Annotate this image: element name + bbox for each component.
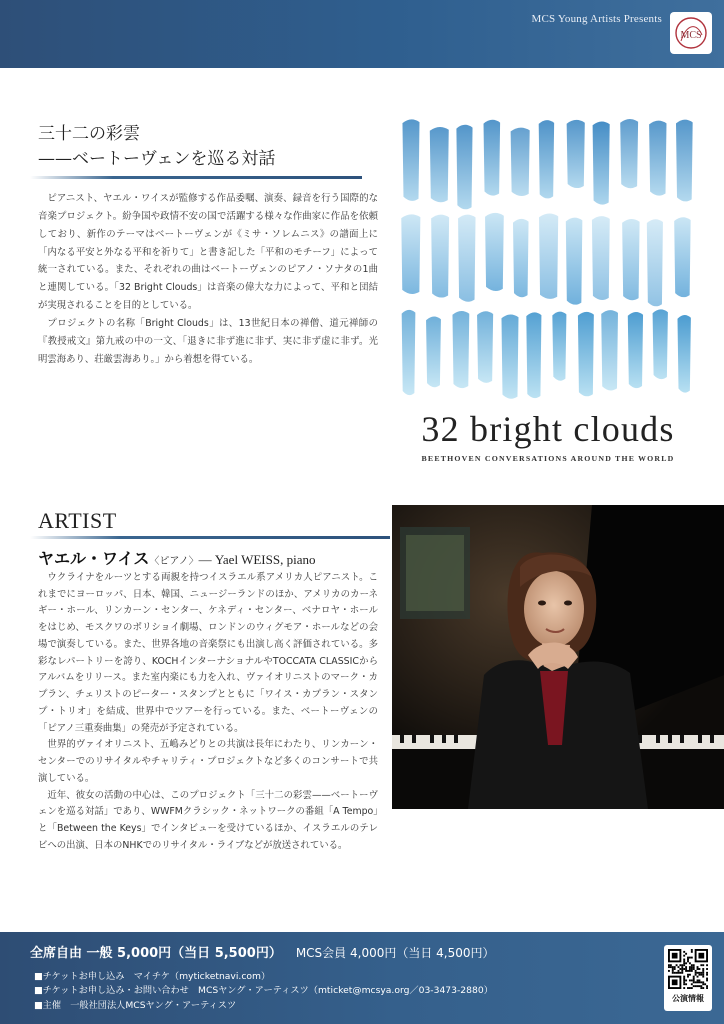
brush-stroke	[622, 219, 639, 300]
mcs-logo	[670, 12, 712, 54]
brush-stroke	[513, 219, 529, 297]
ticket-price	[30, 942, 495, 961]
brush-stroke	[501, 314, 518, 398]
price-member: MCS会員 4,000円（当日 4,500円）	[295, 946, 495, 960]
qr-code[interactable]	[664, 945, 712, 1011]
brush-stroke	[593, 122, 610, 205]
brush-stroke	[456, 125, 472, 209]
brush-stroke	[526, 312, 541, 398]
brush-stroke	[401, 214, 420, 294]
project-title	[38, 122, 368, 171]
brush-stroke	[431, 215, 449, 298]
ticket-info-line: ■チケットお申し込み マイチケ（myticketnavi.com）	[34, 971, 271, 982]
brush-stroke	[649, 121, 666, 196]
ticket-info	[34, 970, 493, 1013]
brush-stroke	[402, 119, 419, 200]
intro-paragraph: ピアニスト、ヤエル・ワイスが監修する作品委嘱、演奏、録音を行う国際的な音楽プロジェクト。紛争国や政情不安の国で活躍する様々な作曲家に作品を依頼しており、新作のテーマはベートーヴェンが《ミサ・ソレムニス》の譜面上に「内なる平安と外なる平和を祈りて」と書き記した「平和のモチーフ」によって統一されている。また、それぞれの曲はベートーヴェンのピアノ・ソナタの1曲と連関している。「32 Bright Clouds」は音楽の偉大な力によって、平和と団結が実現されることを目的としている。	[38, 193, 378, 312]
title-divider	[30, 176, 362, 179]
brush-stroke	[653, 309, 668, 379]
project-logo-subtitle: BEETHOVEN CONVERSATIONS AROUND THE WORLD	[421, 454, 675, 463]
brush-stroke	[674, 217, 690, 297]
header-band	[0, 0, 724, 68]
brush-stroke	[567, 120, 585, 188]
bio-paragraph: 近年、彼女の活動の中心は、このプロジェクト「三十二の彩雲——ベートーヴェンを巡る対話」であり、WWFMクラシック・ネットワークの番組「A Tempo」と「Between the Keys」でインタビューを受けているほか、イスラエルのテレビへの出演、日本のNHKでのリサイタル・ライブなどが放送されている。	[38, 789, 378, 851]
artist-photo	[392, 505, 724, 809]
qr-code-icon	[668, 949, 708, 989]
brush-stroke	[647, 219, 663, 306]
brush-stroke	[430, 127, 449, 202]
brush-stroke	[677, 315, 690, 393]
brush-stroke	[458, 215, 475, 302]
brush-stroke	[566, 218, 583, 305]
brush-stroke	[539, 213, 558, 298]
watercolor-clouds-artwork	[398, 112, 698, 402]
brush-stroke	[477, 311, 493, 383]
bio-paragraph: ウクライナをルーツとする両親を持つイスラエル系アメリカ人ピアニスト。これまでにヨーロッパ、日本、韓国、ニュージーランドのほか、アメリカのカーネギー・ホール、リンカーン・センター、ケネディ・センター、ベナロヤ・ホールをはじめ、モスクワのボリショイ劇場、ロンドンのウィグモア・ホールなどの会場で演奏している。また、世界各地の音楽祭にも出演し高く評価されている。多彩なレパートリーを誇り、KOCHインターナショナルやTOCCATA CLASSICからアルバムをリリース。また室内楽にも力を入れ、ヴァイオリニストのマーク・カプラン、チェリストのピーター・スタンプとともに「ワイス・カプラン・スタンプ・トリオ」を結成、世界中でツアーを行っている。また、ベートーヴェンの「ピアノ三重奏曲集」の発売が予定されている。	[38, 572, 378, 734]
brush-stroke	[452, 311, 469, 388]
artist-name	[38, 546, 388, 569]
intro-paragraph: プロジェクトの名称「Bright Clouds」は、13世紀日本の禅僧、道元禅師の『教授戒文』第九戒の中の一文、「退きに非ず進に非ず、実に非ず虚に非ず。光明雲海あり、荘厳雲海あり。」から着想を得ている。	[38, 318, 378, 365]
brush-stroke	[552, 312, 566, 381]
brush-stroke	[402, 310, 416, 395]
artist-divider	[30, 536, 390, 539]
mcs-logo-icon	[673, 15, 709, 51]
title-line-2: ——ベートーヴェンを巡る対話	[38, 148, 276, 169]
project-logo-title: 32 bright clouds	[421, 409, 675, 449]
ticket-info-line: ■チケットお申し込み・お問い合わせ MCSヤング・アーティスツ（mticket@mcsya.org／03-3473-2880）	[34, 985, 493, 997]
brush-stroke	[511, 128, 530, 196]
bio-paragraph: 世界的ヴァイオリニスト、五嶋みどりとの共演は長年にわたり、リンカーン・センターでのリサイタルやチャリティ・プロジェクトなど多くのコンサートで共演している。	[38, 739, 378, 784]
brush-stroke	[628, 312, 643, 388]
artist-bio	[38, 570, 378, 854]
brush-stroke	[676, 120, 693, 202]
artist-name-en: — Yael WEISS, piano	[198, 552, 316, 567]
brush-stroke	[601, 310, 618, 390]
brush-stroke	[578, 312, 594, 396]
artist-heading: ARTIST	[38, 508, 117, 533]
brush-stroke	[592, 216, 610, 300]
artist-name-jp: ヤエル・ワイス	[38, 549, 150, 568]
brush-stroke	[539, 120, 554, 198]
ticket-info-line: ■主催 一般社団法人MCSヤング・アーティスツ	[34, 999, 237, 1011]
brush-stroke	[620, 119, 638, 188]
price-general: 全席自由 一般 5,000円（当日 5,500円）	[30, 946, 282, 961]
brush-stroke	[485, 213, 504, 291]
pianist-portrait-image	[392, 505, 724, 809]
presenter-text: MCS Young Artists Presents	[531, 13, 662, 25]
title-line-1: 三十二の彩雲	[38, 124, 140, 144]
qr-label: 公演情報	[672, 994, 704, 1003]
brush-stroke	[484, 120, 501, 196]
logo-lettering: MCS	[680, 30, 702, 41]
intro-text	[38, 190, 378, 369]
brush-stroke	[426, 317, 441, 388]
artist-role: 〈ピアノ〉	[149, 556, 199, 567]
